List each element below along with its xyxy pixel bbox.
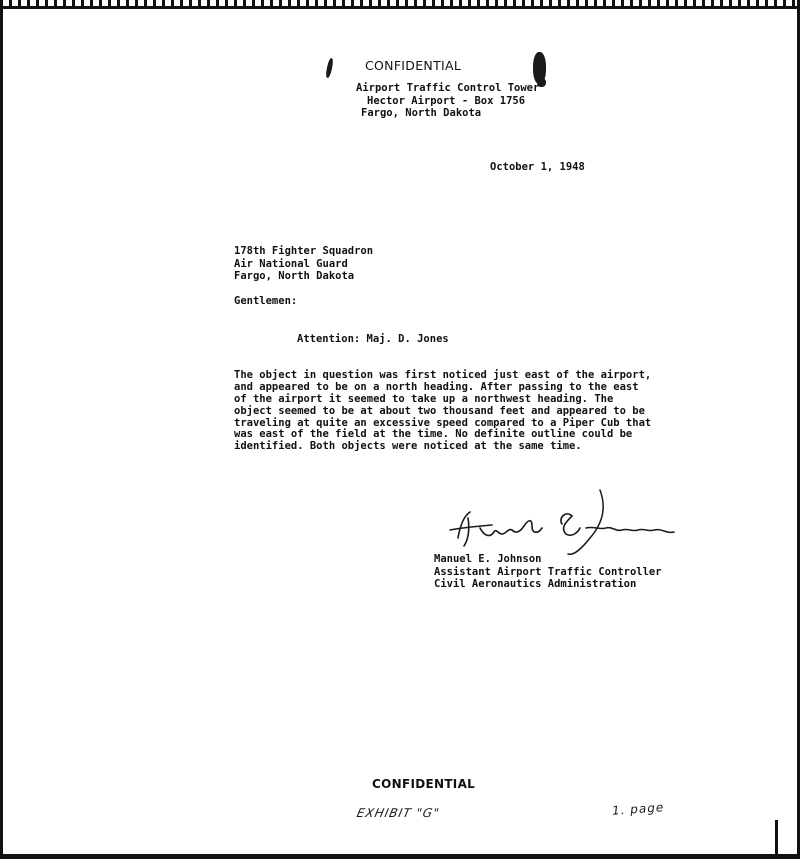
scan-edge-mark xyxy=(775,820,778,858)
confidential-stamp-bottom: CONFIDENTIAL xyxy=(372,777,476,791)
recipient-address xyxy=(234,245,373,283)
signer-title: Assistant Airport Traffic Controller xyxy=(434,565,662,578)
scan-frame-top xyxy=(0,6,800,9)
body-line: and appeared to be on a north heading. After passing to the east xyxy=(234,380,639,393)
letterhead-line-3: Fargo, North Dakota xyxy=(361,107,482,120)
recipient-line-2: Air National Guard xyxy=(234,257,348,270)
body-line: object seemed to be at about two thousand feet and appeared to be xyxy=(234,404,645,417)
body-line: was east of the field at the time. No definite outline could be xyxy=(234,428,633,441)
signature-block xyxy=(434,553,662,591)
attention-line: Attention: Maj. D. Jones xyxy=(297,333,449,345)
punch-hole-mark-left xyxy=(325,58,334,79)
recipient-line-3: Fargo, North Dakota xyxy=(234,270,355,283)
letterhead-line-1: Airport Traffic Control Tower xyxy=(356,82,540,94)
exhibit-annotation: EXHIBIT "G" xyxy=(355,806,442,820)
letterhead xyxy=(356,82,539,120)
body-line: The object in question was first noticed just east of the airport, xyxy=(234,369,652,381)
body-line: traveling at quite an excessive speed compared to a Piper Cub that xyxy=(234,416,652,429)
letterhead-line-2: Hector Airport - Box 1756 xyxy=(367,94,526,107)
page-count-annotation: 1. page xyxy=(611,800,665,818)
scan-frame-left xyxy=(0,0,3,859)
signer-organization: Civil Aeronautics Administration xyxy=(434,578,637,591)
signer-name: Manuel E. Johnson xyxy=(434,553,542,565)
scan-frame-bottom xyxy=(0,854,800,859)
salutation: Gentlemen: xyxy=(234,295,298,307)
signature-text: Manuel E. Johnson xyxy=(440,488,451,489)
recipient-line-1: 178th Fighter Squadron xyxy=(234,245,374,257)
letter-body xyxy=(234,370,651,453)
confidential-stamp-top: CONFIDENTIAL xyxy=(365,58,462,73)
body-line: identified. Both objects were noticed at the same time. xyxy=(234,440,582,453)
body-line: of the airport it seemed to take up a northwest heading. The xyxy=(234,392,614,405)
letter-date: October 1, 1948 xyxy=(490,161,585,173)
